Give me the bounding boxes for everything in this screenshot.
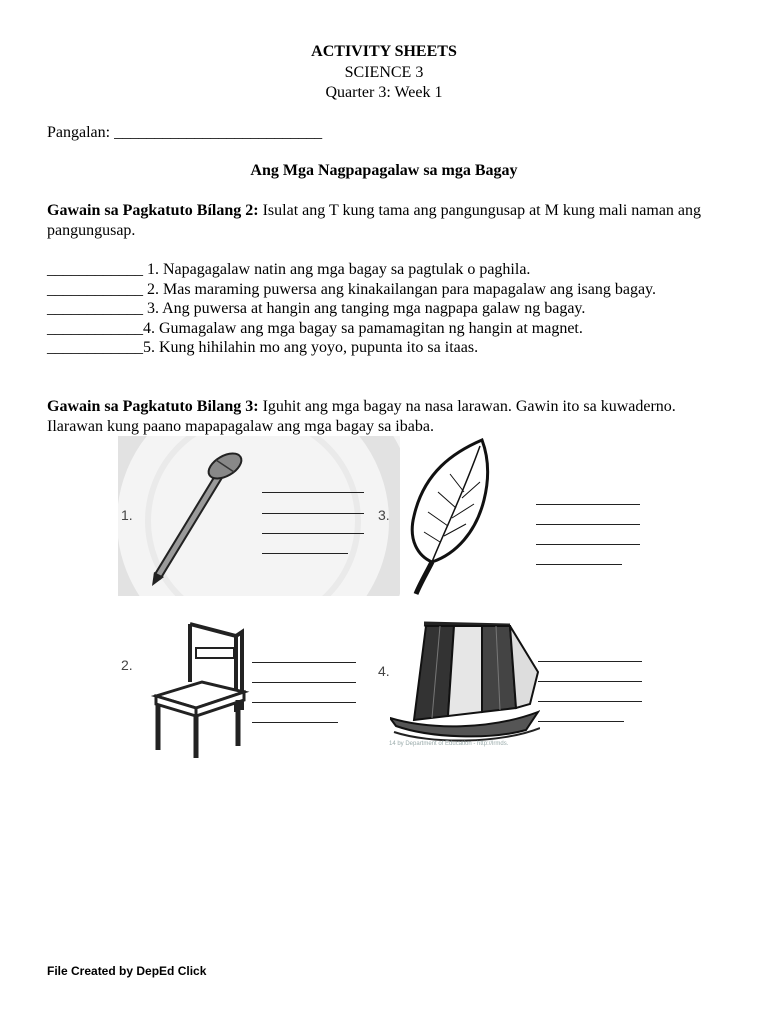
item-number-1: 1. [121,507,133,523]
activity-2-instructions [47,201,727,241]
list-item: ____________ 1. Napagagalaw natin ang mga bagay sa pagtulak o paghila. [47,261,531,278]
picture-panel-nail [118,436,400,596]
list-item: ____________ 3. Ang puwersa at hangin ang tanging mga nagpapa galaw ng bagay. [47,300,586,318]
item-number-3: 3. [378,507,390,523]
picture-panel-leaf [370,436,660,596]
activity-3-label: Gawain sa Pagkatuto Bilang 3: [47,398,259,415]
activity-3-text: Iguhit ang mga bagay na nasa larawan. Gawin ito sa kuwaderno. Ilarawan kung paano mapapagalaw ang mga bagay sa ibaba. [47,398,676,435]
lesson-heading: Ang Mga Nagpapagalaw sa mga Bagay [250,162,518,179]
name-field: Pangalan: __________________________ [47,124,323,141]
leaf-icon [404,436,504,598]
picture-panel-chair [118,612,368,762]
nail-icon [138,436,258,596]
item-number-4: 4. [378,663,390,679]
item-number-2: 2. [121,657,133,673]
sailboat-icon [390,612,540,748]
list-item: ____________4. Gumagalaw ang mga bagay sa pamamagitan ng hangin at magnet. [47,319,583,337]
activity-3-instructions [47,397,727,437]
chair-icon [146,612,256,762]
activity-2-label: Gawain sa Pagkatuto Bílang 2: [47,202,259,219]
picture-panel-boat [370,612,660,762]
quarter-label: Quarter 3: Week 1 [325,84,443,101]
activity-2-text: Isulat ang T kung tama ang pangungusap at M kung mali naman ang pangungusap. [47,202,702,239]
activity-2-items [47,260,727,358]
list-item: ____________5. Kung hihilahin mo ang yoyo, pupunta ito sa itaas. [47,339,479,357]
subject-label: SCIENCE 3 [344,64,424,81]
worksheet-title: ACTIVITY SHEETS [311,43,457,60]
footer-credit: File Created by DepEd Click [47,964,207,978]
image-credit: 14 by Department of Education - http://lrmds. [389,741,509,747]
list-item: ____________ 2. Mas maraming puwersa ang kinakailangan para mapagalaw ang isang bagay. [47,280,656,298]
